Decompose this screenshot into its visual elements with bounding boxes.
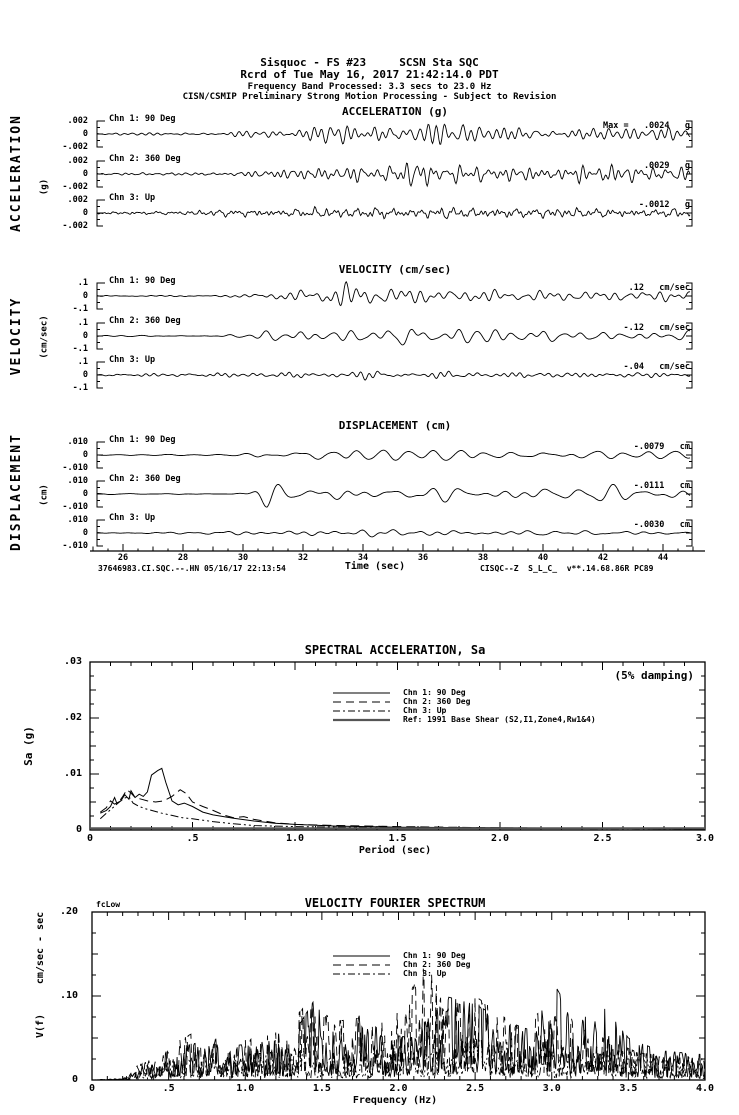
acceleration-panel-title: ACCELERATION (g) bbox=[342, 105, 448, 118]
channel-label: Chn 1: 90 Deg bbox=[109, 276, 176, 286]
version-footer: CISQC--Z S_L_C_ v**.14.68.86R PC89 bbox=[480, 564, 654, 573]
y-tick-label: 0 bbox=[82, 291, 88, 301]
y-tick-label: 0 bbox=[82, 129, 88, 139]
x-tick-label: 0 bbox=[86, 833, 94, 844]
y-tick-label: -.002 bbox=[62, 182, 88, 192]
displacement-panel-title: DISPLACEMENT (cm) bbox=[338, 419, 452, 432]
channel-label: Chn 2: 360 Deg bbox=[109, 154, 181, 164]
period-axis-label: Period (sec) bbox=[358, 845, 432, 856]
y-tick-label: -.1 bbox=[72, 383, 88, 393]
y-tick-label: .10 bbox=[59, 990, 78, 1001]
y-tick-label: 0 bbox=[75, 824, 82, 835]
x-tick-label: 3.0 bbox=[695, 833, 715, 844]
processing-note: CISN/CSMIP Preliminary Strong Motion Processing - Subject to Revision bbox=[182, 92, 557, 102]
x-tick-label: 1.5 bbox=[388, 833, 407, 844]
x-tick-label: 42 bbox=[597, 553, 609, 563]
channel-label: Chn 2: 360 Deg bbox=[109, 316, 181, 326]
x-tick-label: 28 bbox=[177, 553, 189, 563]
y-tick-label: .002 bbox=[67, 116, 88, 126]
x-tick-label: 2.0 bbox=[389, 1083, 408, 1094]
y-tick-label: 0 bbox=[82, 450, 88, 460]
peak-value-label: -.0012 g bbox=[638, 200, 690, 210]
damping-note: (5% damping) bbox=[614, 669, 694, 682]
x-tick-label: 26 bbox=[117, 553, 129, 563]
displacement-axis-label: DISPLACEMENT bbox=[9, 433, 25, 551]
y-tick-label: -.1 bbox=[72, 304, 88, 314]
y-tick-label: -.1 bbox=[72, 344, 88, 354]
x-tick-label: 36 bbox=[417, 553, 429, 563]
record-date: Rcrd of Tue May 16, 2017 21:42:14.0 PDT bbox=[240, 68, 499, 81]
fourier-legend-chn3: Chn 3: Up bbox=[403, 969, 447, 978]
x-tick-label: 2.5 bbox=[466, 1083, 485, 1094]
sa-legend-ref: Ref: 1991 Base Shear (S2,I1,Zone4,Rw1&4) bbox=[403, 715, 596, 724]
velocity-axis-units: (cm/sec) bbox=[39, 315, 50, 359]
sa-legend-chn3: Chn 3: Up bbox=[403, 706, 447, 715]
channel-label: Chn 1: 90 Deg bbox=[109, 435, 176, 445]
peak-value-label: -.04 cm/sec bbox=[623, 362, 690, 372]
channel-label: Chn 3: Up bbox=[109, 355, 156, 365]
fourier-chart-title: VELOCITY FOURIER SPECTRUM bbox=[304, 896, 486, 910]
peak-value-label: -.0111 cm bbox=[633, 481, 690, 491]
fourier-y-units-label: cm/sec - sec bbox=[34, 911, 46, 985]
sa-legend-chn2: Chn 2: 360 Deg bbox=[403, 697, 471, 706]
y-tick-label: .002 bbox=[67, 156, 88, 166]
x-tick-label: 3.0 bbox=[542, 1083, 561, 1094]
sa-legend-chn1: Chn 1: 90 Deg bbox=[403, 688, 466, 697]
y-tick-label: .002 bbox=[67, 195, 88, 205]
peak-value-label: -.0030 cm bbox=[633, 520, 690, 530]
sa-y-axis-label: Sa (g) bbox=[22, 726, 36, 766]
x-tick-label: 32 bbox=[297, 553, 309, 563]
x-tick-label: 1.5 bbox=[312, 1083, 331, 1094]
y-tick-label: .02 bbox=[63, 712, 82, 723]
y-tick-label: .1 bbox=[77, 318, 88, 328]
x-tick-label: 3.5 bbox=[619, 1083, 638, 1094]
x-tick-label: 4.0 bbox=[695, 1083, 715, 1094]
y-tick-label: 0 bbox=[82, 169, 88, 179]
acceleration-axis-units: (g) bbox=[39, 178, 50, 196]
x-tick-label: 38 bbox=[477, 553, 489, 563]
y-tick-label: -.010 bbox=[62, 541, 88, 551]
y-tick-label: 0 bbox=[71, 1074, 78, 1085]
x-tick-label: .5 bbox=[162, 1083, 175, 1094]
y-tick-label: -.010 bbox=[62, 463, 88, 473]
station-title: Sisquoc - FS #23 SCSN Sta SQC bbox=[260, 56, 479, 69]
y-tick-label: .1 bbox=[77, 357, 88, 367]
y-tick-label: 0 bbox=[82, 370, 88, 380]
x-tick-label: 1.0 bbox=[236, 1083, 255, 1094]
fourier-legend-chn1: Chn 1: 90 Deg bbox=[403, 951, 466, 960]
x-tick-label: 2.0 bbox=[490, 833, 510, 844]
y-tick-label: -.002 bbox=[62, 221, 88, 231]
x-tick-label: 1.0 bbox=[285, 833, 305, 844]
y-tick-label: .010 bbox=[67, 437, 88, 447]
y-tick-label: -.010 bbox=[62, 502, 88, 512]
channel-label: Chn 3: Up bbox=[109, 513, 156, 523]
x-tick-label: 30 bbox=[237, 553, 249, 563]
y-tick-label: 0 bbox=[82, 489, 88, 499]
fourier-y-axis-label: V(f) bbox=[34, 1013, 46, 1039]
y-tick-label: 0 bbox=[82, 528, 88, 538]
peak-value-label: Max = .0024 g bbox=[603, 121, 690, 131]
velocity-panel-title: VELOCITY (cm/sec) bbox=[338, 263, 452, 276]
frequency-band-note: Frequency Band Processed: 3.3 secs to 23.0 Hz bbox=[247, 82, 492, 92]
y-tick-label: .010 bbox=[67, 515, 88, 525]
displacement-axis-units: (cm) bbox=[39, 484, 50, 506]
x-tick-label: 40 bbox=[537, 553, 549, 563]
y-tick-label: .010 bbox=[67, 476, 88, 486]
y-tick-label: -.002 bbox=[62, 142, 88, 152]
peak-value-label: -.0079 cm bbox=[633, 442, 690, 452]
x-tick-label: 2.5 bbox=[593, 833, 612, 844]
acceleration-axis-label: ACCELERATION bbox=[9, 114, 25, 232]
channel-label: Chn 3: Up bbox=[109, 193, 156, 203]
x-tick-label: 34 bbox=[357, 553, 369, 563]
y-tick-label: 0 bbox=[82, 331, 88, 341]
velocity-axis-label: VELOCITY bbox=[9, 296, 25, 376]
y-tick-label: .1 bbox=[77, 278, 88, 288]
x-tick-label: .5 bbox=[186, 833, 199, 844]
y-tick-label: .03 bbox=[63, 656, 82, 667]
time-axis-label: Time (sec) bbox=[344, 561, 406, 572]
fourier-legend-chn2: Chn 2: 360 Deg bbox=[403, 960, 471, 969]
frequency-axis-label: Frequency (Hz) bbox=[352, 1095, 438, 1106]
fclow-marker: fcLow bbox=[96, 900, 121, 909]
sa-chart-title: SPECTRAL ACCELERATION, Sa bbox=[304, 643, 486, 657]
channel-label: Chn 2: 360 Deg bbox=[109, 474, 181, 484]
peak-value-label: -.12 cm/sec bbox=[623, 323, 690, 333]
y-tick-label: .01 bbox=[63, 768, 82, 779]
x-tick-label: 44 bbox=[657, 553, 669, 563]
peak-value-label: .12 cm/sec bbox=[628, 283, 690, 293]
y-tick-label: 0 bbox=[82, 208, 88, 218]
channel-label: Chn 1: 90 Deg bbox=[109, 114, 176, 124]
x-tick-label: 0 bbox=[88, 1083, 96, 1094]
y-tick-label: .20 bbox=[59, 906, 78, 917]
record-id-footer: 37646983.CI.SQC.--.HN 05/16/17 22:13:54 bbox=[98, 564, 286, 573]
peak-value-label: .0029 g bbox=[643, 161, 690, 171]
